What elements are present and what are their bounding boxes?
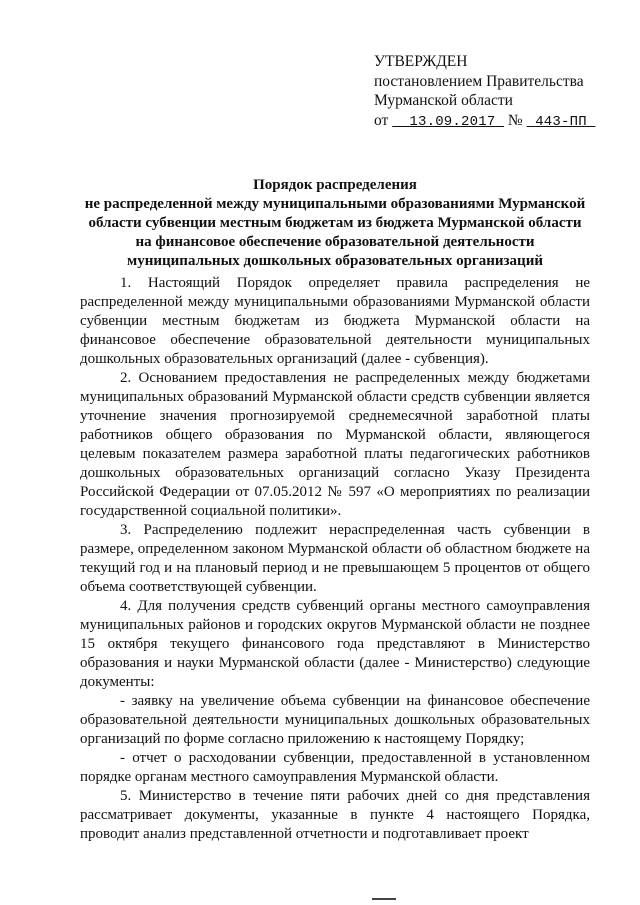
page-footer-mark [372,898,396,900]
paragraph-4: 4. Для получения средств субвенций органы местного самоуправления муниципальных районов и городских округов Мурманской области не позднее 15 октября текущего финансового года представляют в Министерство образования и науки Мурманской области (далее - Министерство) следующие документы: [80,598,590,690]
paragraph-5: 5. Министерство в течение пяти рабочих дней со дня представления рассматривает документы, указанные в пункте 4 настоящего Порядка, проводит анализ представленной отчетности и подготавливает проект [80,788,590,842]
approval-stamp [374,52,595,132]
approval-number: 443-ПП [535,113,587,130]
approval-date-line [374,111,595,133]
approval-region-line: Мурманской области [374,92,513,109]
list-item-report: - отчет о расходовании субвенции, предоставленной в установленном порядке органам местного самоуправления Мурманской области. [80,750,590,785]
title-line-1: Порядок распределения [253,177,417,193]
title-line-5: муниципальных дошкольных образовательных организаций [127,253,543,269]
approval-resolution-line: постановлением Правительства [374,72,584,90]
paragraph-2: 2. Основанием предоставления не распределенных между бюджетами муниципальных образований Мурманской области средств субвенции является уточнение значения прогнозируемой среднемесячной заработной платы работников общего образования по Мурманской области, являющегося целевым показателем размера заработной платы педагогических работников дошкольных образовательных организаций согласно Указу Президента Российской Федерации от 07.05.2012 № 597 «О мероприятиях по реализации государственной социальной политики». [80,370,590,519]
paragraph-3: 3. Распределению подлежит нераспределенная часть субвенции в размере, определенном законом Мурманской области об областном бюджете на текущий год и на плановый период и не превышающем 5 процентов от общего объема соответствующей субвенции. [80,522,590,595]
list-item-application: - заявку на увеличение объема субвенции на финансовое обеспечение образовательной деятельности муниципальных дошкольных образовательных организаций по форме согласно приложению к настоящему Порядку; [80,693,590,747]
document-title [70,176,600,271]
approval-date: 13.09.2017 [409,113,496,130]
paragraph-1: 1. Настоящий Порядок определяет правила распределения не распределенной между муниципальными образованиями Мурманской области субвенции местным бюджетам из бюджета Мурманской области на финансовое обеспечение образовательной деятельности муниципальных дошкольных образовательных организаций (далее - субвенция). [80,275,590,367]
document-body [80,274,590,844]
title-line-4: на финансовое обеспечение образовательной деятельности [135,234,535,250]
approval-heading: УТВЕРЖДЕН [374,53,468,70]
title-line-2: не распределенной между муниципальными образованиями Мурманской [84,196,586,212]
title-line-3: области субвенции местным бюджетам из бюджета Мурманской области [88,215,582,231]
number-prefix: № [507,111,523,129]
date-prefix: от [374,111,389,129]
